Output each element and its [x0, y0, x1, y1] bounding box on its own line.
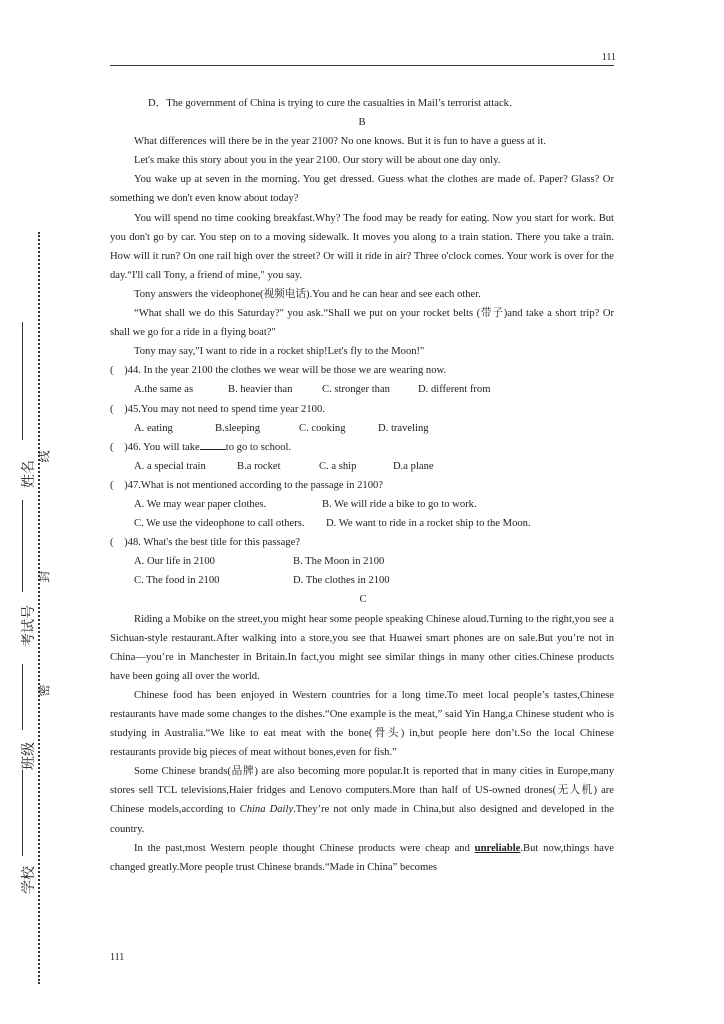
passage-b-paragraph: You will spend no time cooking breakfast.Why? The food may be ready for eating. Now you start for work. But you don't go by car. You step on to a moving sidewalk. It moves you along to a train station. There you take a train. How will it run? On one rail high over the street? Or will it ride in air? Three o'clock comes. Your work is over for the day.“I'll call Tony, a friend of mine," you say.: [110, 212, 614, 281]
option-b: B. We will ride a bike to go to work.: [322, 498, 477, 510]
passage-c-paragraph: Riding a Mobike on the street,you might hear some people speaking Chinese aloud.Turning to the right,you see a Sichuan-style restaurant.After walking into a store,you see that Huawei smart phones are on sale.But you’re not in China—you’re in Manchester in Britain.In fact,you might see similar things in many other cities.Chinese products have been going all over the world.: [110, 613, 614, 682]
passage-b-paragraph: “What shall we do this Saturday?" you ask.“Shall we put on your rocket belts (带子)and take a short trip? Or shall we go for a ride in a flying boat?": [110, 308, 614, 339]
question-44-stem: ( )44. In the year 2100 the clothes we wear will be those we are wearing now.: [110, 365, 447, 377]
question-45-options: [110, 419, 614, 438]
school-label: 学校: [22, 866, 37, 894]
option-c: C. a ship: [319, 460, 357, 472]
answer-blank: [200, 440, 226, 450]
page-number-bottom: 111: [110, 952, 125, 963]
passage-c-paragraph: [110, 762, 614, 838]
option-b: B.a rocket: [237, 460, 281, 472]
name-blank-line: [22, 322, 23, 440]
question-48-stem: ( )48. What's the best title for this passage?: [110, 537, 300, 549]
seal-mi: 密: [37, 684, 52, 697]
option-b: B.sleeping: [215, 422, 261, 434]
question-46-stem: [110, 438, 614, 457]
source-title: China Daily: [239, 804, 294, 816]
underlined-word: unreliable: [474, 842, 521, 854]
option-d: D. The clothes in 2100: [293, 575, 390, 587]
exam-no-label: 考试号: [22, 605, 37, 647]
seal-feng: 封: [37, 570, 52, 583]
prev-option-d: D．The government of China is trying to cure the casualties in Mail’s terrorist attack．: [148, 98, 520, 109]
binding-margin: [0, 0, 100, 1024]
exam-no-blank-line: [22, 500, 23, 592]
passage-c-text: .They’re not only made in China,but also designed and developed in the country.: [110, 804, 614, 835]
dotted-cut-line: [38, 232, 40, 984]
option-a: A. eating: [134, 422, 173, 434]
option-a: A.the same as: [134, 384, 194, 396]
question-46-stem-end: to go to school.: [225, 441, 292, 453]
passage-b-heading: B: [358, 117, 366, 129]
passage-b-paragraph: You wake up at seven in the morning. You get dressed. Guess what the clothes are made of. Paper? Glass? Or something we don't even know about today?: [110, 174, 614, 205]
passage-c-heading: C: [359, 594, 367, 606]
option-a: A. We may wear paper clothes.: [134, 498, 267, 510]
passage-c-text: .But now,things have changed greatly.More people trust Chinese brands.“Made in China” becomes: [110, 842, 614, 873]
option-c: C. The food in 2100: [134, 575, 220, 587]
passage-b-paragraph: What differences will there be in the year 2100? No one knows. But it is fun to have a guess at it.: [134, 136, 546, 148]
option-d: D.a plane: [393, 460, 434, 472]
option-c: C. stronger than: [322, 384, 390, 396]
passage-c-paragraph: [110, 839, 614, 877]
passage-c-text: Some Chinese brands(品牌) are also becoming more popular.It is reported that in many cities in Europe,many stores sell TCL televisions,Haier fridges and Lenovo computers.More than half of US-owned drones(无人机) are Chinese models,according to: [110, 766, 614, 816]
passage-b-paragraph: Tony answers the videophone(视频电话).You and he can hear and see each other.: [134, 288, 481, 300]
passage-b-paragraph: Tony may say,"I want to ride in a rocket ship!Let's fly to the Moon!": [134, 346, 425, 358]
question-48-options-row1: [110, 552, 614, 571]
school-blank-line: [22, 770, 23, 856]
header-rule: [110, 65, 614, 66]
option-a: A. a special train: [134, 460, 206, 472]
option-d: D. We want to ride in a rocket ship to the Moon.: [326, 518, 531, 530]
question-47-stem: ( )47.What is not mentioned according to the passage in 2100?: [110, 479, 384, 491]
exam-content: [110, 94, 614, 877]
question-44-options: [110, 380, 614, 399]
question-46-stem-start: ( )46. You will take: [110, 441, 200, 453]
option-c: C. We use the videophone to call others.: [134, 518, 305, 530]
question-47-options-row1: [110, 495, 614, 514]
page-number-top: 111: [601, 52, 616, 63]
passage-c-text: In the past,most Western people thought Chinese products were cheap and: [134, 842, 475, 854]
class-label: 班级: [22, 742, 37, 770]
option-b: B. heavier than: [228, 384, 293, 396]
option-d: D. traveling: [378, 422, 429, 434]
question-47-options-row2: [110, 514, 614, 533]
option-c: C. cooking: [299, 422, 346, 434]
question-45-stem: ( )45.You may not need to spend time year 2100.: [110, 403, 325, 415]
class-blank-line: [22, 664, 23, 730]
question-48-options-row2: [110, 571, 614, 590]
option-d: D. different from: [418, 384, 491, 396]
option-a: A. Our life in 2100: [134, 556, 215, 568]
passage-c-paragraph: Chinese food has been enjoyed in Western countries for a long time.To meet local people’s tastes,Chinese restaurants have made some changes to the dishes.“One example is the meat,” said Yin Hang,a Chinese student who is studying in Australia.“We like to eat meat with the bone(骨头) in,but people here don’t.So the local Chinese restaurants provide big pieces of meat without bones,even for fish.”: [110, 689, 614, 759]
seal-xian: 线: [37, 450, 52, 463]
name-label: 姓名: [22, 460, 37, 488]
passage-b-paragraph: Let's make this story about you in the year 2100. Our story will be about one day only.: [134, 155, 501, 167]
option-b: B. The Moon in 2100: [293, 556, 385, 568]
question-46-options: [110, 457, 614, 476]
